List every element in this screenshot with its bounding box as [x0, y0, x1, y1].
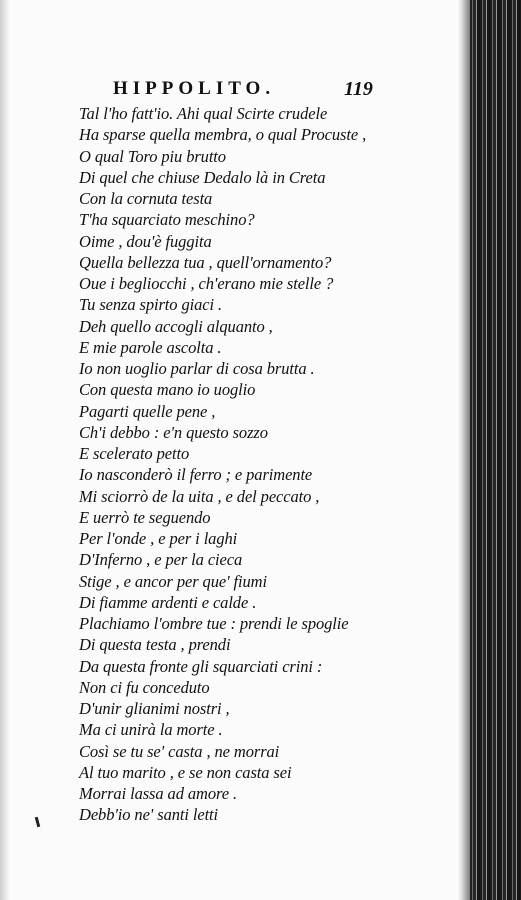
verse-line: O qual Toro piu brutto: [79, 146, 226, 166]
verse-line: Ch'i debbo : e'n questo sozzo: [79, 422, 268, 442]
verse-line: Con questa mano io uoglio: [79, 380, 256, 400]
verse-line: Ma ci unirà la morte .: [79, 720, 223, 740]
verse-line: E mie parole ascolta .: [79, 337, 222, 357]
verse-line: Morrai lassa ad amore .: [79, 784, 237, 803]
verse-line: D'unir glianimi nostri ,: [79, 699, 230, 718]
verse-line: Debb'io ne' santi letti: [79, 805, 219, 825]
verse-line: Oime , dou'è fuggita: [79, 231, 212, 251]
verse-line: Tu senza spirto giaci .: [79, 295, 223, 315]
verse-line: T'ha squarciato meschino?: [79, 210, 255, 230]
verse-line: Deh quello accogli alquanto ,: [79, 316, 273, 336]
verse-line: D'Inferno , e per la cieca: [79, 550, 243, 570]
verse-line: Pagarti quelle pene ,: [79, 401, 216, 421]
verse-line: Così se tu se' casta , ne morrai: [79, 741, 280, 761]
page-left-edge: [0, 0, 10, 900]
verse-line: Plachiamo l'ombre tue : prendi le spoglie: [79, 614, 349, 633]
page-header: [0, 78, 470, 104]
verse-line: Di questa testa , prendi: [79, 635, 231, 655]
verse-line: Oue i begliocchi , ch'erano mie stelle ?: [79, 274, 334, 293]
verse-list: [79, 103, 464, 826]
verse-line: Per l'onde , e per i laghi: [79, 529, 238, 548]
verse-line: Al tuo marito , e se non casta sei: [79, 762, 292, 782]
verse-line: Non ci fu conceduto: [79, 677, 210, 697]
verse-line: Mi sciorrò de la uita , e del peccato ,: [79, 486, 320, 506]
verse-line: Da questa fronte gli squarciati crini :: [79, 656, 323, 676]
verse-line: Di fiamme ardenti e calde .: [79, 592, 257, 612]
verse-line: E scelerato petto: [79, 444, 190, 463]
page-number: 119: [344, 78, 373, 100]
verse-line: Tal l'ho fatt'io. Ahi qual Scirte crudele: [79, 104, 328, 123]
verse-line: Io non uoglio parlar di cosa brutta .: [79, 359, 315, 378]
running-title: HIPPOLITO.: [113, 78, 276, 99]
margin-ink-mark: [35, 817, 40, 827]
book-binding-gutter: [470, 0, 521, 900]
verse-line: Di quel che chiuse Dedalo là in Creta: [79, 167, 326, 187]
verse-line: Stige , e ancor per que' fiumi: [79, 571, 267, 591]
verse-line: Quella bellezza tua , quell'ornamento?: [79, 252, 332, 272]
verse-line: Io nasconderò il ferro ; e parimente: [79, 465, 313, 485]
verse-line: Ha sparse quella membra, o qual Procuste ,: [79, 125, 367, 145]
verse-line: Con la cornuta testa: [79, 189, 213, 208]
verse-line: E uerrò te seguendo: [79, 507, 211, 527]
